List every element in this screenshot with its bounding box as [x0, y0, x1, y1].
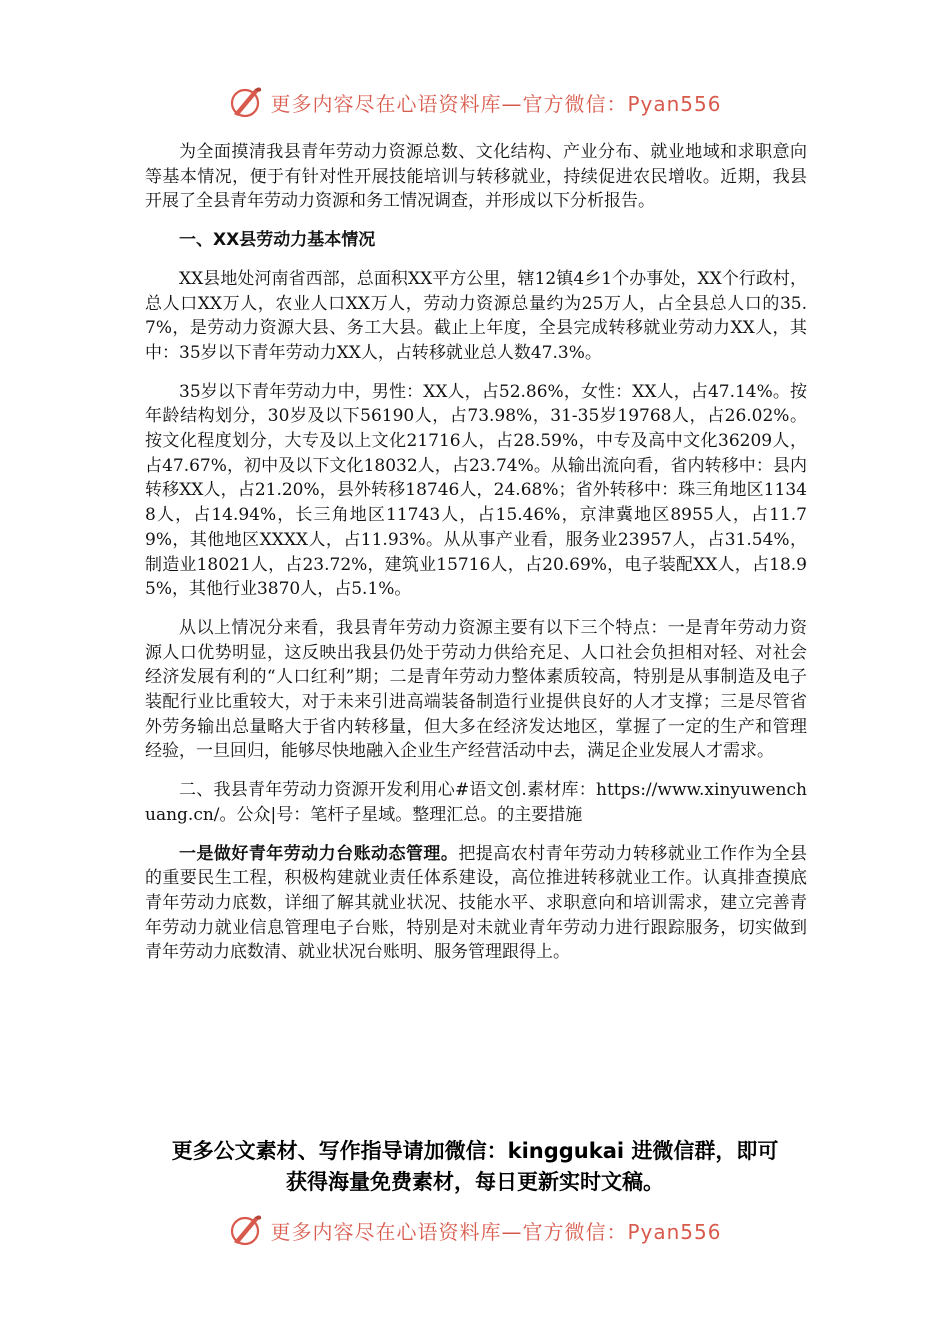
promo-line-2: 获得海量免费素材，每日更新实时文稿。 — [286, 1170, 664, 1194]
document-body — [145, 140, 807, 979]
promo-block — [0, 1136, 950, 1198]
header-watermark-text: 更多内容尽在心语资料库—官方微信：Pyan556 — [270, 91, 722, 116]
header-watermark — [0, 82, 950, 122]
section1-paragraph-2: 35岁以下青年劳动力中，男性：XX人，占52.86%，女性：XX人，占47.14%。按年龄结构划分，30岁及以下56190人，占73.98%，31-35岁19768人，占26.02%。按文化程度划分，大专及以上文化21716人，占28.59%，中专及高中文化36209人，占47.67%，初中及以下文化18032人，占23.74%。从输出流向看，省内转移中：县内转移XX人，占21.20%，县外转移18746人，24.68%；省外转移中：珠三角地区11348人，占14.94%，长三角地区11743人，占15.46%，京津冀地区8955人，占11.79%，其他地区XXXX人，占11.93%。从从事产业看，服务业23957人，占31.54%，制造业18021人，占23.72%，建筑业15716人，占20.69%，电子装配XX人，占18.95%，其他行业3870人，占5.1%。 — [145, 381, 807, 600]
section2-heading: 二、我县青年劳动力资源开发利用心#语文创.素材库：https://www.xinyuwenchuang.cn/。公众|号：笔杆子星域。整理汇总。的主要措施 — [145, 780, 807, 825]
section1-heading: 一、XX县劳动力基本情况 — [179, 230, 376, 251]
footer-watermark-text: 更多内容尽在心语资料库—官方微信：Pyan556 — [270, 1219, 722, 1244]
pen-feather-logo-icon — [228, 1212, 264, 1248]
section2-paragraph-1 — [145, 842, 807, 966]
section2-paragraph-1-lead: 一是做好青年劳动力台账动态管理。 — [179, 843, 459, 864]
section1-paragraph-3: 从以上情况分来看，我县青年劳动力资源主要有以下三个特点：一是青年劳动力资源人口优势明显，这反映出我县仍处于劳动力供给充足、人口社会负担相对轻、对社会经济发展有利的“人口红利”期；二是青年劳动力整体素质较高，特别是从事制造及电子装配行业比重较大，对于未来引进高端装备制造行业提供良好的人才支撑；三是尽管省外劳务输出总量略大于省内转移量，但大多在经济发达地区，掌握了一定的生产和管理经验，一旦回归，能够尽快地融入企业生产经营活动中去，满足企业发展人才需求。 — [145, 617, 807, 762]
section1-paragraph-1: XX县地处河南省西部，总面积XX平方公里，辖12镇4乡1个办事处，XX个行政村，总人口XX万人，农业人口XX万人，劳动力资源总量约为25万人，占全县总人口的35.7%，是劳动力资源大县、务工大县。截止上年度，全县完成转移就业劳动力XX人，其中：35岁以下青年劳动力XX人，占转移就业总人数47.3%。 — [145, 268, 807, 363]
footer-watermark — [0, 1210, 950, 1250]
pen-feather-logo-icon — [228, 84, 264, 120]
intro-paragraph: 为全面摸清我县青年劳动力资源总数、文化结构、产业分布、就业地域和求职意向等基本情况，便于有针对性开展技能培训与转移就业，持续促进农民增收。近期，我县开展了全县青年劳动力资源和务工情况调查，并形成以下分析报告。 — [145, 142, 807, 212]
section2-paragraph-1-body: 把提高农村青年劳动力转移就业工作作为全县的重要民生工程，积极构建就业责任体系建设，高位推进转移就业工作。认真排查摸底青年劳动力底数，详细了解其就业状况、技能水平、求职意向和培训需求，建立完善青年劳动力就业信息管理电子台账，特别是对未就业青年劳动力进行跟踪服务，切实做到青年劳动力底数清、就业状况台账明、服务管理跟得上。 — [145, 843, 808, 963]
promo-line-1: 更多公文素材、写作指导请加微信：kinggukai 进微信群，即可 — [171, 1139, 779, 1163]
